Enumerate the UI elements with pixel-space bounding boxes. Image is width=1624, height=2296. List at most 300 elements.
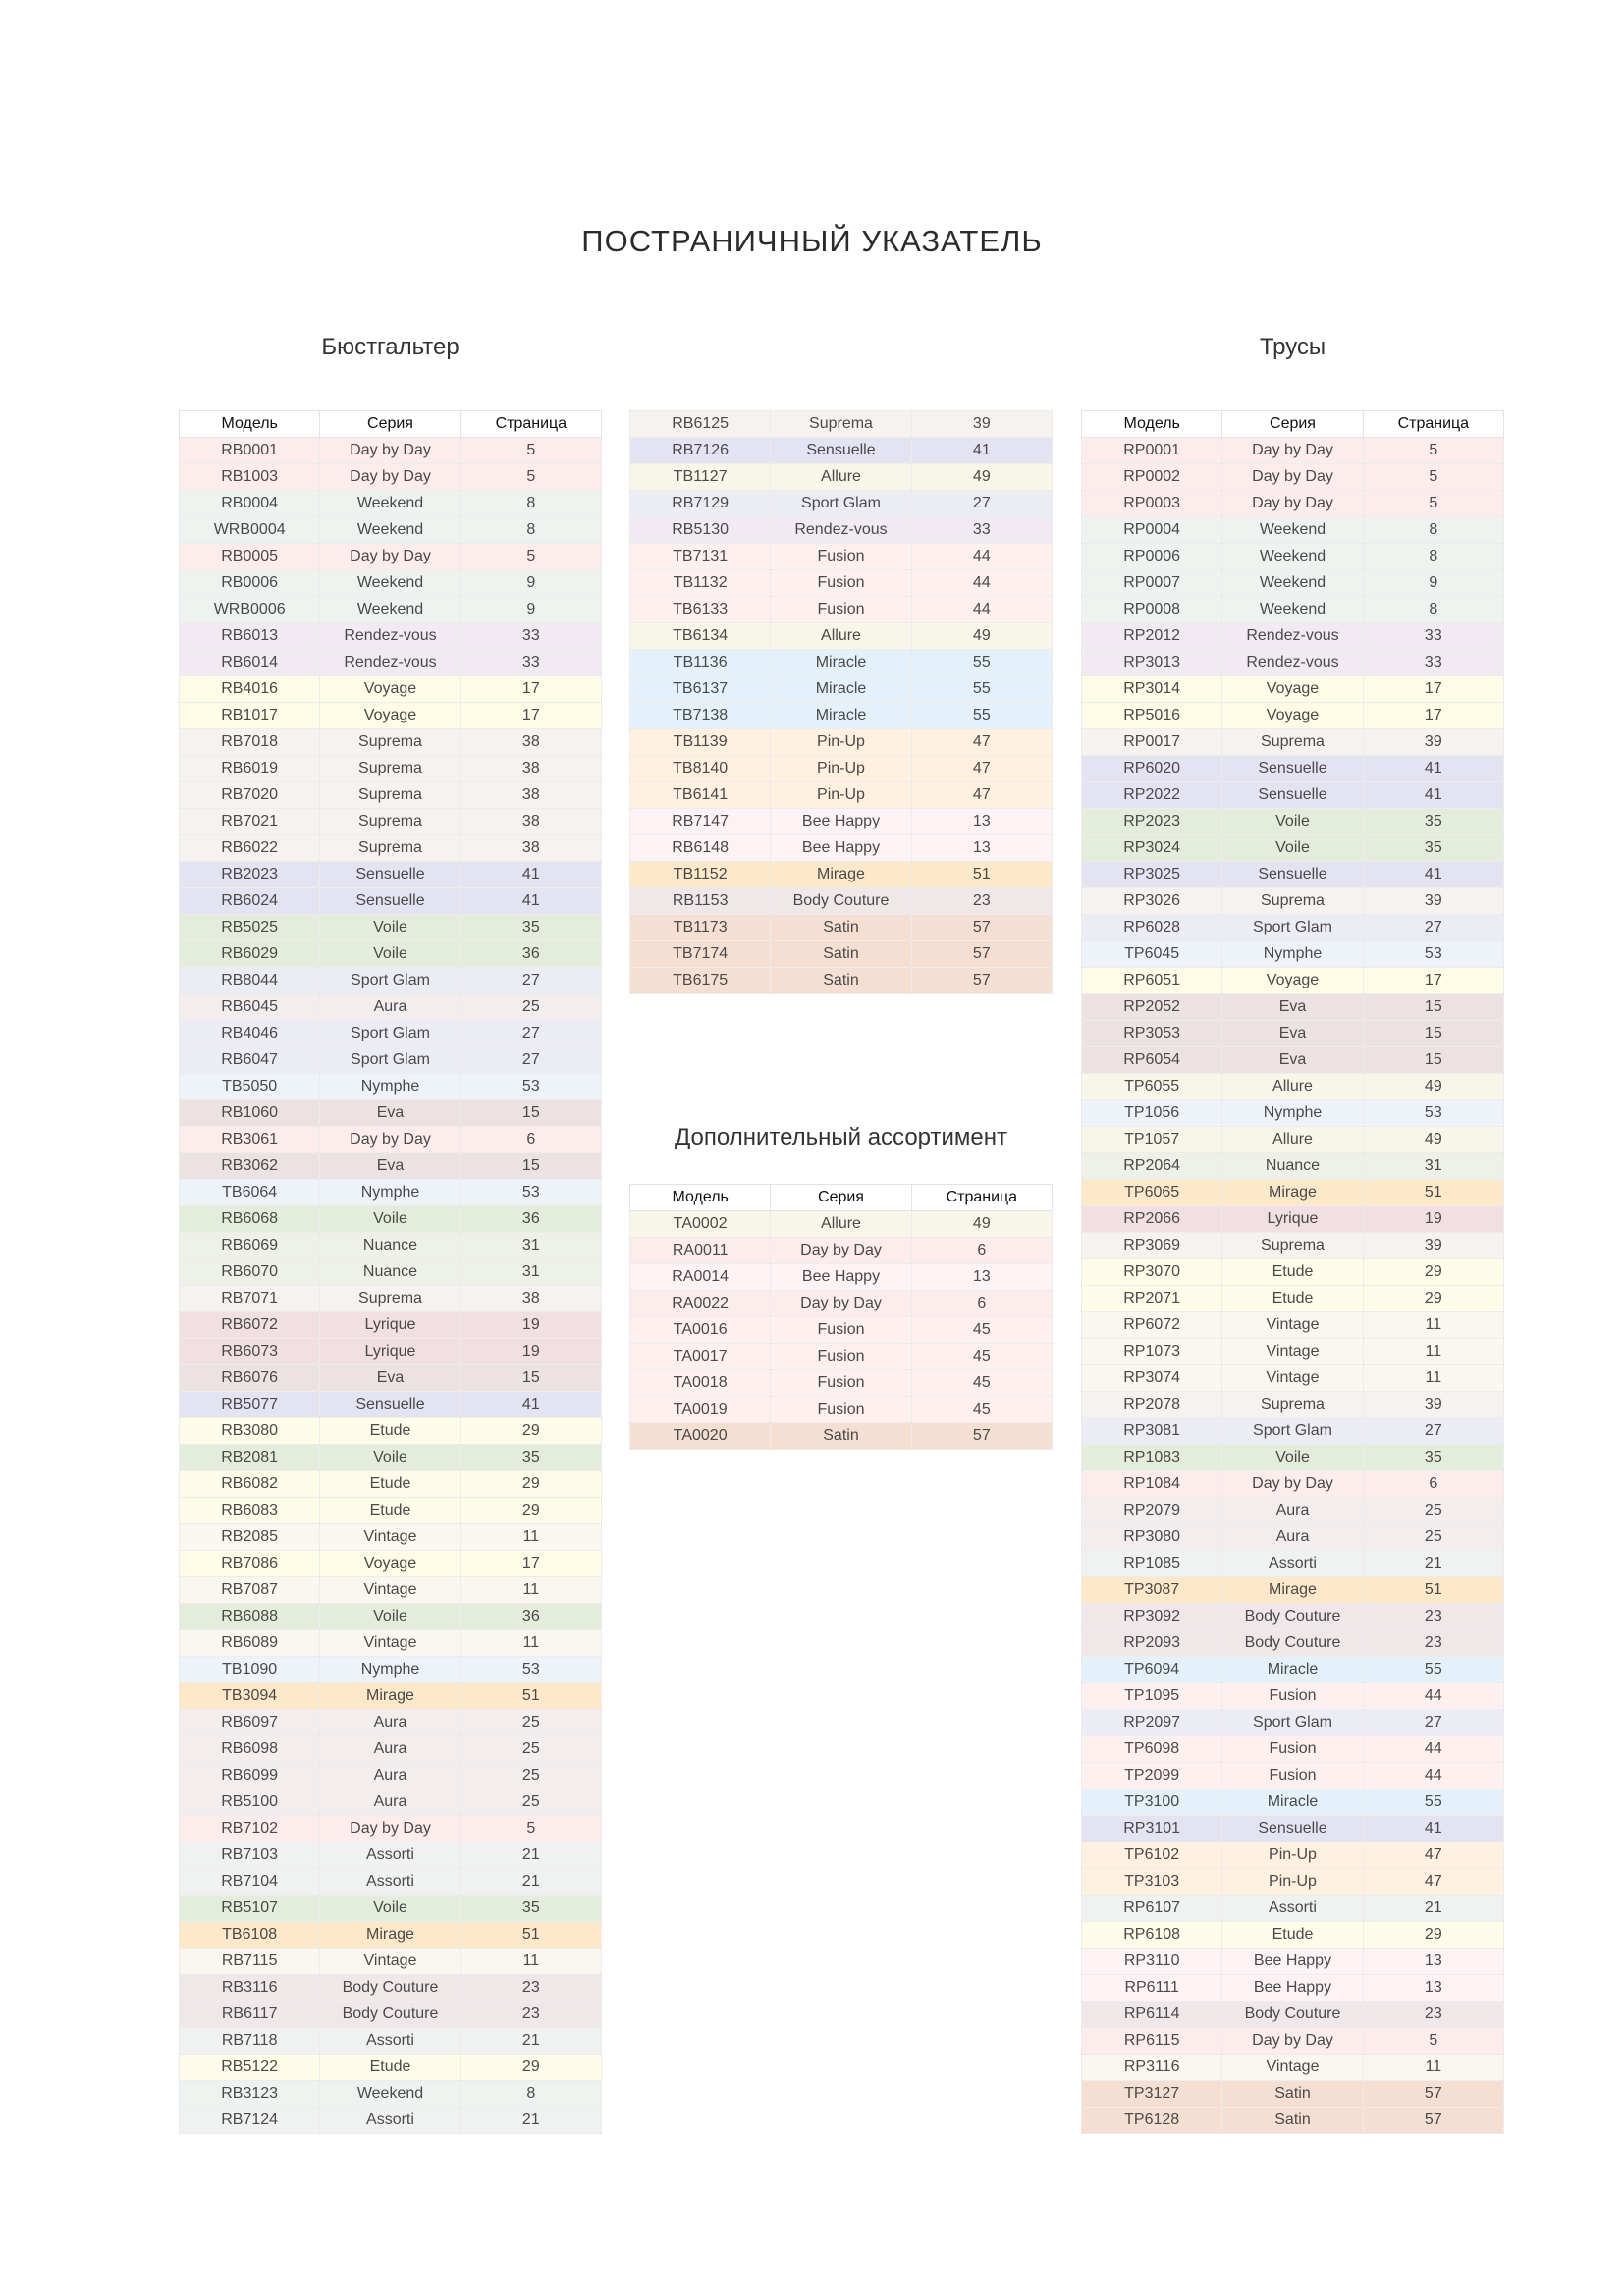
table-row — [180, 703, 602, 729]
table-row — [180, 888, 602, 915]
series-cell: Vintage — [320, 1577, 460, 1604]
page-cell: 44 — [1363, 1763, 1503, 1789]
series-cell: Vintage — [320, 1630, 460, 1657]
series-cell: Pin-Up — [1222, 1842, 1363, 1869]
model-cell: TB7131 — [630, 544, 771, 570]
series-cell: Nymphe — [1222, 941, 1363, 968]
table-row — [1082, 1524, 1504, 1551]
table-row — [180, 835, 602, 862]
table-row — [1082, 1816, 1504, 1842]
table-row — [1082, 1471, 1504, 1498]
page-cell: 27 — [460, 1047, 601, 1074]
series-cell: Mirage — [320, 1683, 460, 1710]
table-row — [630, 1291, 1053, 1317]
series-cell: Sport Glam — [1222, 1418, 1363, 1445]
model-cell: RP6072 — [1082, 1312, 1222, 1339]
page-title: ПОСТРАНИЧНЫЙ УКАЗАТЕЛЬ — [581, 224, 1043, 258]
table-row — [180, 1392, 602, 1418]
page-cell: 29 — [460, 1471, 601, 1498]
table-row — [1082, 517, 1504, 544]
series-cell: Etude — [1222, 1286, 1363, 1312]
model-cell: TP6128 — [1082, 2108, 1222, 2134]
table-row — [1082, 2002, 1504, 2028]
table-row — [1082, 915, 1504, 941]
page-cell: 29 — [460, 2055, 601, 2081]
model-cell: RP3013 — [1082, 650, 1222, 676]
model-cell: RB5122 — [180, 2055, 320, 2081]
series-cell: Weekend — [1222, 570, 1363, 597]
model-cell: TA0016 — [630, 1317, 771, 1344]
model-cell: TB5050 — [180, 1074, 320, 1100]
model-cell: TB6141 — [630, 782, 771, 809]
page-cell: 39 — [1363, 1233, 1503, 1259]
page-cell: 31 — [460, 1259, 601, 1286]
table-row — [630, 941, 1053, 968]
model-cell: RB5077 — [180, 1392, 320, 1418]
table-row — [630, 650, 1053, 676]
series-cell: Day by Day — [1222, 1471, 1363, 1498]
model-cell: RB7086 — [180, 1551, 320, 1577]
table-row — [1082, 464, 1504, 491]
page-cell: 5 — [460, 544, 601, 570]
series-cell: Aura — [320, 1789, 460, 1816]
table-row — [180, 1418, 602, 1445]
page-cell: 23 — [1363, 1630, 1503, 1657]
series-cell: Voyage — [1222, 676, 1363, 703]
table-row — [180, 1471, 602, 1498]
series-cell: Assorti — [320, 1869, 460, 1896]
series-cell: Mirage — [1222, 1180, 1363, 1206]
model-cell: TP6094 — [1082, 1657, 1222, 1683]
model-cell: RP2078 — [1082, 1392, 1222, 1418]
table-row — [630, 517, 1053, 544]
page-cell: 33 — [1363, 623, 1503, 650]
model-cell: RB3062 — [180, 1153, 320, 1180]
table-row — [630, 597, 1053, 623]
model-cell: TP3100 — [1082, 1789, 1222, 1816]
table-row — [1082, 1418, 1504, 1445]
header-page: Страница — [911, 1185, 1052, 1211]
page-cell: 27 — [1363, 1418, 1503, 1445]
series-cell: Voyage — [320, 703, 460, 729]
series-cell: Weekend — [320, 570, 460, 597]
table-row — [180, 1286, 602, 1312]
series-cell: Satin — [771, 915, 911, 941]
model-cell: RB6099 — [180, 1763, 320, 1789]
model-cell: RP0003 — [1082, 491, 1222, 517]
series-cell: Body Couture — [771, 888, 911, 915]
model-cell: RB6088 — [180, 1604, 320, 1630]
page-cell: 21 — [460, 2108, 601, 2134]
page-cell: 13 — [1363, 1975, 1503, 2002]
series-cell: Rendez-vous — [1222, 623, 1363, 650]
page-cell: 21 — [460, 1842, 601, 1869]
model-cell: RA0014 — [630, 1264, 771, 1291]
model-cell: RP6051 — [1082, 968, 1222, 994]
model-cell: RB7103 — [180, 1842, 320, 1869]
page-cell: 15 — [460, 1153, 601, 1180]
model-cell: RP6107 — [1082, 1896, 1222, 1922]
bras-table — [179, 410, 602, 2134]
page-cell: 35 — [1363, 1445, 1503, 1471]
table-row — [1082, 1312, 1504, 1339]
model-cell: TB6108 — [180, 1922, 320, 1949]
model-cell: WRB0004 — [180, 517, 320, 544]
page-cell: 25 — [460, 1789, 601, 1816]
model-cell: TP6055 — [1082, 1074, 1222, 1100]
table-row — [1082, 1180, 1504, 1206]
series-cell: Eva — [320, 1365, 460, 1392]
table-row — [630, 1344, 1053, 1370]
page-cell: 29 — [460, 1498, 601, 1524]
table-row — [180, 2002, 602, 2028]
model-cell: TB1152 — [630, 862, 771, 888]
model-cell: RB4046 — [180, 1021, 320, 1047]
page-cell: 25 — [1363, 1524, 1503, 1551]
table-row — [1082, 1365, 1504, 1392]
series-cell: Fusion — [771, 1317, 911, 1344]
series-cell: Mirage — [1222, 1577, 1363, 1604]
table-row — [1082, 941, 1504, 968]
table-row — [1082, 1259, 1504, 1286]
page-cell: 21 — [460, 2028, 601, 2055]
page-cell: 55 — [1363, 1789, 1503, 1816]
series-cell: Body Couture — [1222, 1630, 1363, 1657]
model-cell: RB1153 — [630, 888, 771, 915]
bras-table-continued — [629, 410, 1053, 994]
model-cell: RP2097 — [1082, 1710, 1222, 1736]
page-cell: 53 — [1363, 1100, 1503, 1127]
table-row — [630, 1264, 1053, 1291]
page-cell: 21 — [1363, 1551, 1503, 1577]
page-cell: 41 — [1363, 782, 1503, 809]
table-row — [1082, 1233, 1504, 1259]
table-row — [180, 491, 602, 517]
page-cell: 17 — [1363, 676, 1503, 703]
model-cell: RP2052 — [1082, 994, 1222, 1021]
series-cell: Nuance — [1222, 1153, 1363, 1180]
series-cell: Assorti — [1222, 1896, 1363, 1922]
model-cell: RP0004 — [1082, 517, 1222, 544]
model-cell: RP2079 — [1082, 1498, 1222, 1524]
table-row — [180, 729, 602, 756]
series-cell: Suprema — [1222, 888, 1363, 915]
model-cell: RB0001 — [180, 438, 320, 464]
table-row — [180, 1259, 602, 1286]
table-row — [1082, 597, 1504, 623]
page-cell: 39 — [1363, 729, 1503, 756]
model-cell: RB7087 — [180, 1577, 320, 1604]
table-row — [180, 623, 602, 650]
table-row — [180, 1206, 602, 1233]
table-row — [180, 464, 602, 491]
model-cell: RB3116 — [180, 1975, 320, 2002]
page-cell: 5 — [460, 1816, 601, 1842]
table-row — [1082, 1047, 1504, 1074]
page-cell: 19 — [1363, 1206, 1503, 1233]
series-cell: Day by Day — [320, 544, 460, 570]
page-cell: 57 — [911, 968, 1052, 994]
table-row — [180, 756, 602, 782]
table-row — [1082, 1869, 1504, 1896]
table-row — [180, 1047, 602, 1074]
page-cell: 45 — [911, 1317, 1052, 1344]
table-row — [180, 1100, 602, 1127]
page-cell: 33 — [460, 650, 601, 676]
table-row — [1082, 1736, 1504, 1763]
table-row — [1082, 1710, 1504, 1736]
series-cell: Bee Happy — [771, 809, 911, 835]
table-row — [1082, 2081, 1504, 2108]
table-row — [180, 1365, 602, 1392]
page-cell: 8 — [1363, 544, 1503, 570]
series-cell: Voile — [320, 1445, 460, 1471]
extra-table — [629, 1184, 1053, 1450]
model-cell: TB8140 — [630, 756, 771, 782]
table-row — [1082, 2028, 1504, 2055]
page-cell: 44 — [911, 570, 1052, 597]
model-cell: RB6014 — [180, 650, 320, 676]
table-row — [180, 1153, 602, 1180]
series-cell: Day by Day — [1222, 2028, 1363, 2055]
series-cell: Vintage — [320, 1949, 460, 1975]
series-cell: Bee Happy — [1222, 1949, 1363, 1975]
table-row — [180, 438, 602, 464]
page-cell: 29 — [1363, 1259, 1503, 1286]
model-cell: RB4016 — [180, 676, 320, 703]
model-cell: RB6082 — [180, 1471, 320, 1498]
page-cell: 19 — [460, 1339, 601, 1365]
series-cell: Body Couture — [320, 1975, 460, 2002]
table-row — [1082, 756, 1504, 782]
page-cell: 6 — [460, 1127, 601, 1153]
model-cell: RB2081 — [180, 1445, 320, 1471]
header-model: Модель — [1082, 411, 1222, 438]
page-cell: 31 — [460, 1233, 601, 1259]
model-cell: RP3110 — [1082, 1949, 1222, 1975]
series-cell: Satin — [771, 1423, 911, 1450]
model-cell: TA0020 — [630, 1423, 771, 1450]
table-row — [1082, 809, 1504, 835]
table-row — [180, 1683, 602, 1710]
series-cell: Suprema — [320, 835, 460, 862]
series-cell: Voile — [320, 1896, 460, 1922]
page-cell: 57 — [1363, 2081, 1503, 2108]
table-row — [1082, 1100, 1504, 1127]
page-cell: 53 — [460, 1657, 601, 1683]
table-row — [1082, 1604, 1504, 1630]
table-row — [630, 1370, 1053, 1397]
page-cell: 17 — [460, 1551, 601, 1577]
page-cell: 39 — [1363, 888, 1503, 915]
series-cell: Nymphe — [320, 1180, 460, 1206]
model-cell: RB6047 — [180, 1047, 320, 1074]
series-cell: Nymphe — [1222, 1100, 1363, 1127]
table-row — [180, 862, 602, 888]
page-cell: 38 — [460, 756, 601, 782]
model-cell: RP3069 — [1082, 1233, 1222, 1259]
model-cell: TB6137 — [630, 676, 771, 703]
series-cell: Day by Day — [771, 1291, 911, 1317]
table-row — [630, 1211, 1053, 1238]
model-cell: RB3123 — [180, 2081, 320, 2108]
series-cell: Vintage — [1222, 1312, 1363, 1339]
series-cell: Sensuelle — [1222, 756, 1363, 782]
table-row — [1082, 1975, 1504, 2002]
page-cell: 6 — [1363, 1471, 1503, 1498]
model-cell: TB6175 — [630, 968, 771, 994]
series-cell: Etude — [320, 2055, 460, 2081]
series-cell: Mirage — [320, 1922, 460, 1949]
table-row — [1082, 1153, 1504, 1180]
model-cell: RB6045 — [180, 994, 320, 1021]
series-cell: Allure — [771, 464, 911, 491]
model-cell: RP0008 — [1082, 597, 1222, 623]
table-row — [630, 1397, 1053, 1423]
table-row — [180, 570, 602, 597]
table-header-row — [180, 411, 602, 438]
series-cell: Lyrique — [320, 1312, 460, 1339]
page-cell: 38 — [460, 729, 601, 756]
model-cell: TB7138 — [630, 703, 771, 729]
model-cell: RB1060 — [180, 1100, 320, 1127]
table-row — [180, 1789, 602, 1816]
table-row — [1082, 703, 1504, 729]
table-row — [180, 1922, 602, 1949]
series-cell: Assorti — [1222, 1551, 1363, 1577]
page-cell: 9 — [460, 597, 601, 623]
page-cell: 8 — [460, 491, 601, 517]
model-cell: RB5130 — [630, 517, 771, 544]
series-cell: Eva — [1222, 1021, 1363, 1047]
series-cell: Sensuelle — [320, 862, 460, 888]
table-row — [1082, 1683, 1504, 1710]
page-cell: 53 — [1363, 941, 1503, 968]
header-series: Серия — [1222, 411, 1363, 438]
page-cell: 36 — [460, 941, 601, 968]
series-cell: Sensuelle — [320, 1392, 460, 1418]
table-row — [1082, 835, 1504, 862]
model-cell: RB6148 — [630, 835, 771, 862]
page-cell: 11 — [460, 1630, 601, 1657]
model-cell: RP1073 — [1082, 1339, 1222, 1365]
table-row — [180, 1074, 602, 1100]
panties-section-title: Трусы — [1259, 334, 1326, 360]
page-cell: 41 — [460, 888, 601, 915]
series-cell: Voyage — [1222, 703, 1363, 729]
series-cell: Nuance — [320, 1233, 460, 1259]
model-cell: RB6022 — [180, 835, 320, 862]
table-row — [180, 517, 602, 544]
page-cell: 5 — [1363, 2028, 1503, 2055]
table-row — [1082, 650, 1504, 676]
series-cell: Day by Day — [320, 438, 460, 464]
series-cell: Sensuelle — [1222, 1816, 1363, 1842]
table-row — [1082, 1286, 1504, 1312]
series-cell: Fusion — [1222, 1763, 1363, 1789]
table-row — [180, 1445, 602, 1471]
page-cell: 23 — [1363, 1604, 1503, 1630]
model-cell: RB7071 — [180, 1286, 320, 1312]
model-cell: RB6024 — [180, 888, 320, 915]
series-cell: Sensuelle — [1222, 862, 1363, 888]
series-cell: Nymphe — [320, 1657, 460, 1683]
page-cell: 39 — [911, 411, 1052, 438]
series-cell: Bee Happy — [1222, 1975, 1363, 2002]
series-cell: Eva — [320, 1153, 460, 1180]
model-cell: RB5100 — [180, 1789, 320, 1816]
table-row — [1082, 438, 1504, 464]
table-row — [630, 623, 1053, 650]
page-cell: 27 — [1363, 1710, 1503, 1736]
page-cell: 8 — [1363, 517, 1503, 544]
extra-section-title: Дополнительный ассортимент — [675, 1124, 1007, 1150]
model-cell: RB6013 — [180, 623, 320, 650]
page-cell: 57 — [911, 915, 1052, 941]
page-cell: 45 — [911, 1370, 1052, 1397]
table-row — [1082, 1657, 1504, 1683]
model-cell: RB7118 — [180, 2028, 320, 2055]
table-row — [630, 915, 1053, 941]
model-cell: RP2071 — [1082, 1286, 1222, 1312]
series-cell: Miracle — [1222, 1789, 1363, 1816]
model-cell: RB6073 — [180, 1339, 320, 1365]
model-cell: RP3081 — [1082, 1418, 1222, 1445]
header-model: Модель — [630, 1185, 771, 1211]
page-cell: 38 — [460, 1286, 601, 1312]
page-cell: 35 — [460, 1445, 601, 1471]
page-cell: 25 — [460, 994, 601, 1021]
table-row — [180, 2108, 602, 2134]
table-row — [180, 1736, 602, 1763]
page-cell: 33 — [1363, 650, 1503, 676]
table-row — [1082, 2055, 1504, 2081]
page-cell: 47 — [1363, 1869, 1503, 1896]
page-cell: 15 — [1363, 994, 1503, 1021]
table-row — [180, 2055, 602, 2081]
model-cell: RB6029 — [180, 941, 320, 968]
table-row — [630, 968, 1053, 994]
page-cell: 8 — [1363, 597, 1503, 623]
series-cell: Vintage — [1222, 2055, 1363, 2081]
model-cell: RB1017 — [180, 703, 320, 729]
series-cell: Suprema — [320, 1286, 460, 1312]
page-cell: 33 — [460, 623, 601, 650]
series-cell: Etude — [320, 1418, 460, 1445]
table-row — [1082, 2108, 1504, 2134]
series-cell: Fusion — [771, 1370, 911, 1397]
series-cell: Voile — [320, 915, 460, 941]
model-cell: RB1003 — [180, 464, 320, 491]
model-cell: RP6108 — [1082, 1922, 1222, 1949]
series-cell: Weekend — [320, 491, 460, 517]
table-row — [1082, 1551, 1504, 1577]
model-cell: RP0006 — [1082, 544, 1222, 570]
series-cell: Weekend — [320, 2081, 460, 2108]
series-cell: Fusion — [771, 1397, 911, 1423]
series-cell: Rendez-vous — [320, 623, 460, 650]
series-cell: Day by Day — [1222, 491, 1363, 517]
series-cell: Etude — [320, 1471, 460, 1498]
model-cell: RB0005 — [180, 544, 320, 570]
series-cell: Voyage — [320, 676, 460, 703]
model-cell: TP3127 — [1082, 2081, 1222, 2108]
model-cell: RP3074 — [1082, 1365, 1222, 1392]
page-cell: 15 — [1363, 1047, 1503, 1074]
table-row — [180, 1710, 602, 1736]
page-cell: 29 — [1363, 1286, 1503, 1312]
page-cell: 5 — [1363, 438, 1503, 464]
